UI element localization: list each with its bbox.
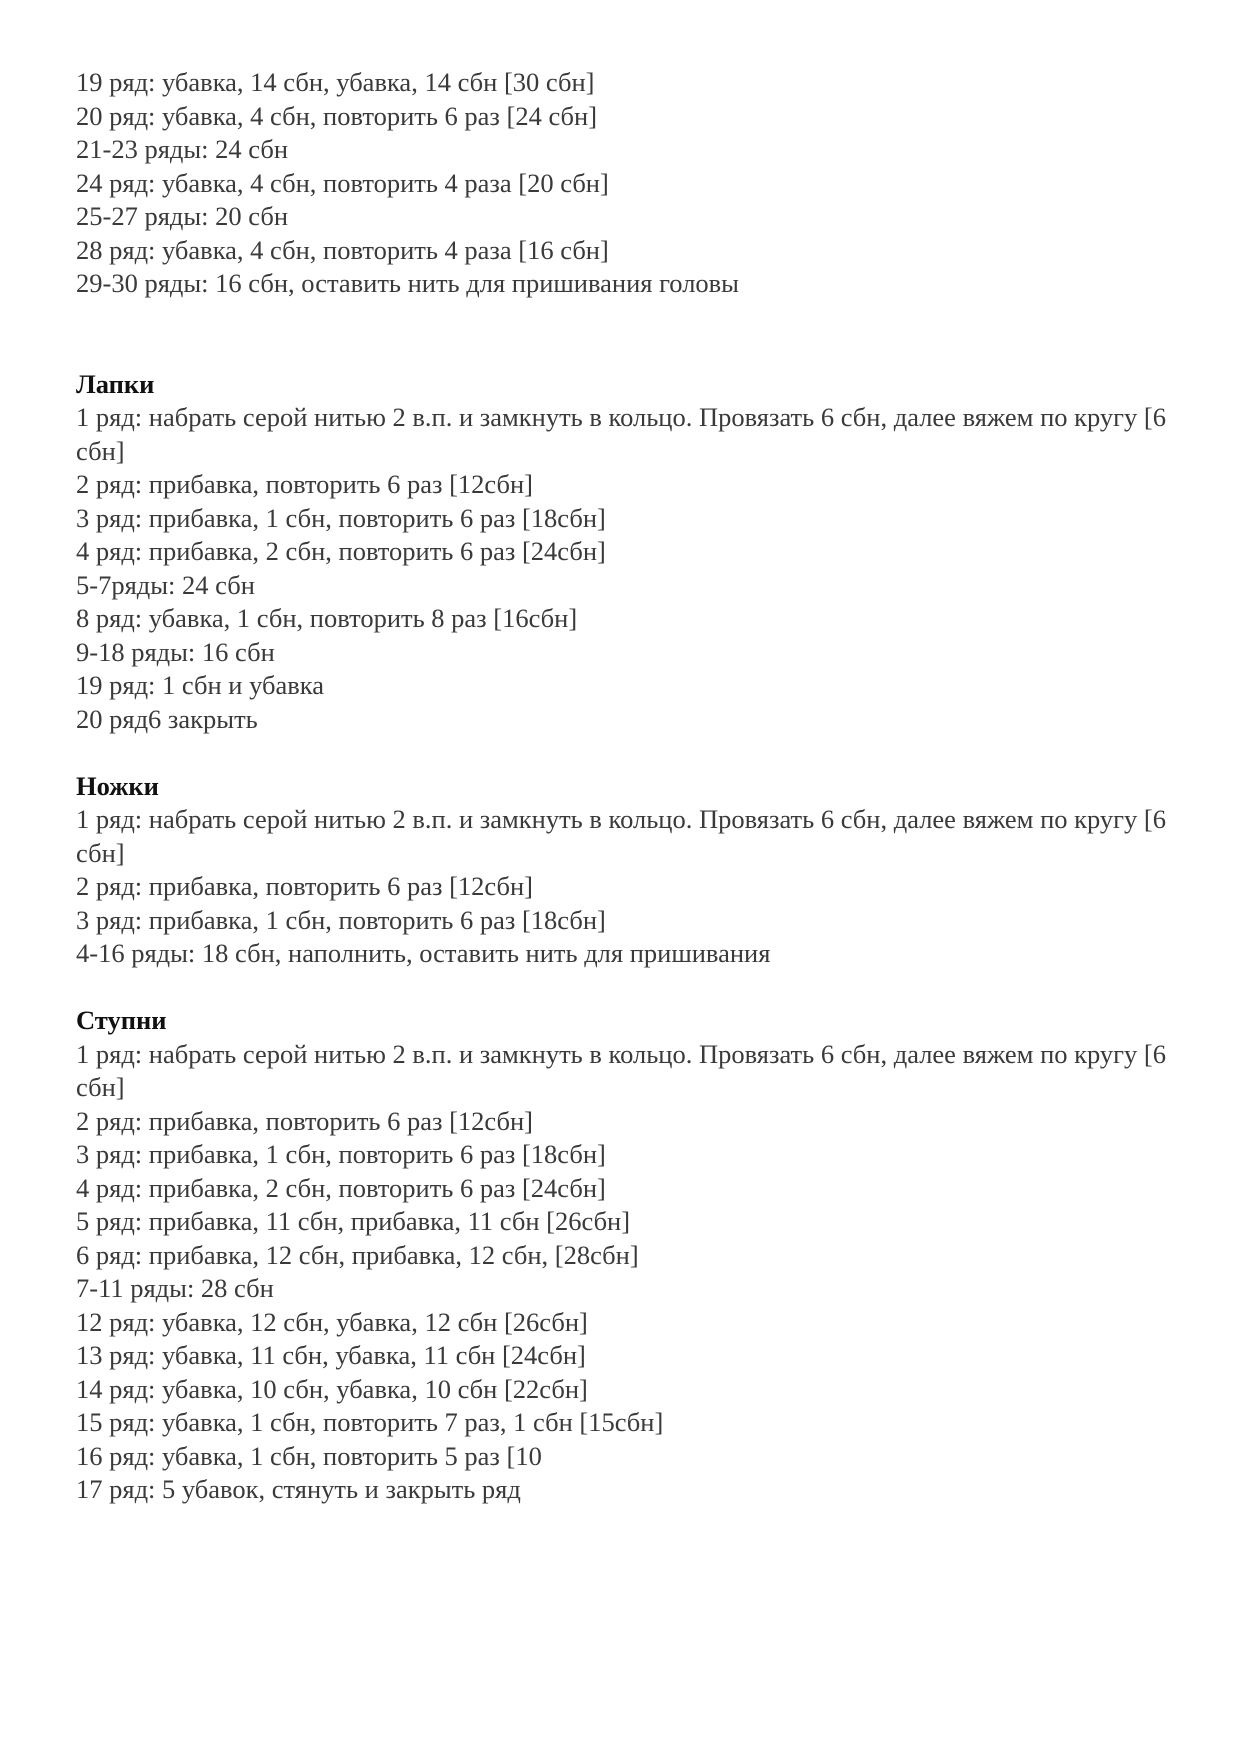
pattern-row: 14 ряд: убавка, 10 сбн, убавка, 10 сбн [22сбн] <box>76 1373 588 1404</box>
spacer <box>76 971 1166 1005</box>
section-heading: Ножки <box>76 770 159 801</box>
pattern-row: 17 ряд: 5 убавок, стянуть и закрыть ряд <box>76 1474 521 1504</box>
pattern-row-first: 1 ряд: набрать серой нитью 2 в.п. и замкнуть в кольцо. Провязать 6 сбн, далее вяжем по кругу [6 сбн] <box>76 804 1166 868</box>
pattern-row: 12 ряд: убавка, 12 сбн, убавка, 12 сбн [26сбн] <box>76 1306 588 1337</box>
section-heading: Лапки <box>76 368 155 399</box>
pattern-row: 2 ряд: прибавка, повторить 6 раз [12сбн] <box>76 1105 534 1136</box>
pattern-row: 20 ряд: убавка, 4 сбн, повторить 6 раз [24 сбн] <box>76 100 598 131</box>
pattern-row: 29-30 ряды: 16 сбн, оставить нить для пришивания головы <box>76 268 739 298</box>
pattern-row: 7-11 ряды: 28 сбн <box>76 1273 274 1303</box>
intro-block <box>76 66 1166 301</box>
pattern-row: 5 ряд: прибавка, 11 сбн, прибавка, 11 сбн [26сбн] <box>76 1206 631 1236</box>
pattern-row: 2 ряд: прибавка, повторить 6 раз [12сбн] <box>76 469 534 499</box>
pattern-row: 20 ряд6 закрыть <box>76 703 258 734</box>
pattern-row: 2 ряд: прибавка, повторить 6 раз [12сбн] <box>76 871 534 901</box>
pattern-row-first: 1 ряд: набрать серой нитью 2 в.п. и замкнуть в кольцо. Провязать 6 сбн, далее вяжем по кругу [6 сбн] <box>76 402 1166 466</box>
pattern-row: 16 ряд: убавка, 1 сбн, повторить 5 раз [10 <box>76 1440 542 1471</box>
pattern-row: 25-27 ряды: 20 сбн <box>76 201 289 231</box>
section-legs <box>76 770 1166 971</box>
pattern-row: 4 ряд: прибавка, 2 сбн, повторить 6 раз [24сбн] <box>76 1172 606 1203</box>
pattern-row: 15 ряд: убавка, 1 сбн, повторить 7 раз, 1 сбн [15сбн] <box>76 1407 664 1437</box>
pattern-row: 4-16 ряды: 18 сбн, наполнить, оставить нить для пришивания <box>76 938 771 968</box>
pattern-row: 13 ряд: убавка, 11 сбн, убавка, 11 сбн [24сбн] <box>76 1340 586 1370</box>
pattern-row-first: 1 ряд: набрать серой нитью 2 в.п. и замкнуть в кольцо. Провязать 6 сбн, далее вяжем по кругу [6 сбн] <box>76 1038 1166 1102</box>
section-feet <box>76 1004 1166 1507</box>
pattern-row: 6 ряд: прибавка, 12 сбн, прибавка, 12 сбн, [28сбн] <box>76 1239 639 1270</box>
pattern-row: 3 ряд: прибавка, 1 сбн, повторить 6 раз [18сбн] <box>76 904 606 935</box>
pattern-row: 4 ряд: прибавка, 2 сбн, повторить 6 раз [24сбн] <box>76 536 606 566</box>
pattern-row: 5-7ряды: 24 сбн <box>76 569 255 600</box>
section-paws <box>76 368 1166 737</box>
pattern-row: 21-23 ряды: 24 сбн <box>76 134 289 164</box>
section-heading: Ступни <box>76 1005 167 1035</box>
pattern-row: 8 ряд: убавка, 1 сбн, повторить 8 раз [16сбн] <box>76 603 578 633</box>
pattern-row: 19 ряд: 1 сбн и убавка <box>76 670 324 700</box>
pattern-row: 3 ряд: прибавка, 1 сбн, повторить 6 раз [18сбн] <box>76 1139 606 1169</box>
pattern-row: 28 ряд: убавка, 4 сбн, повторить 4 раза [16 сбн] <box>76 234 609 265</box>
spacer <box>76 301 1166 368</box>
pattern-row: 24 ряд: убавка, 4 сбн, повторить 4 раза [20 сбн] <box>76 167 609 198</box>
document-page <box>76 66 1166 1507</box>
spacer <box>76 736 1166 770</box>
pattern-row: 19 ряд: убавка, 14 сбн, убавка, 14 сбн [30 сбн] <box>76 67 595 97</box>
pattern-row: 3 ряд: прибавка, 1 сбн, повторить 6 раз [18сбн] <box>76 502 606 533</box>
pattern-row: 9-18 ряды: 16 сбн <box>76 636 275 667</box>
